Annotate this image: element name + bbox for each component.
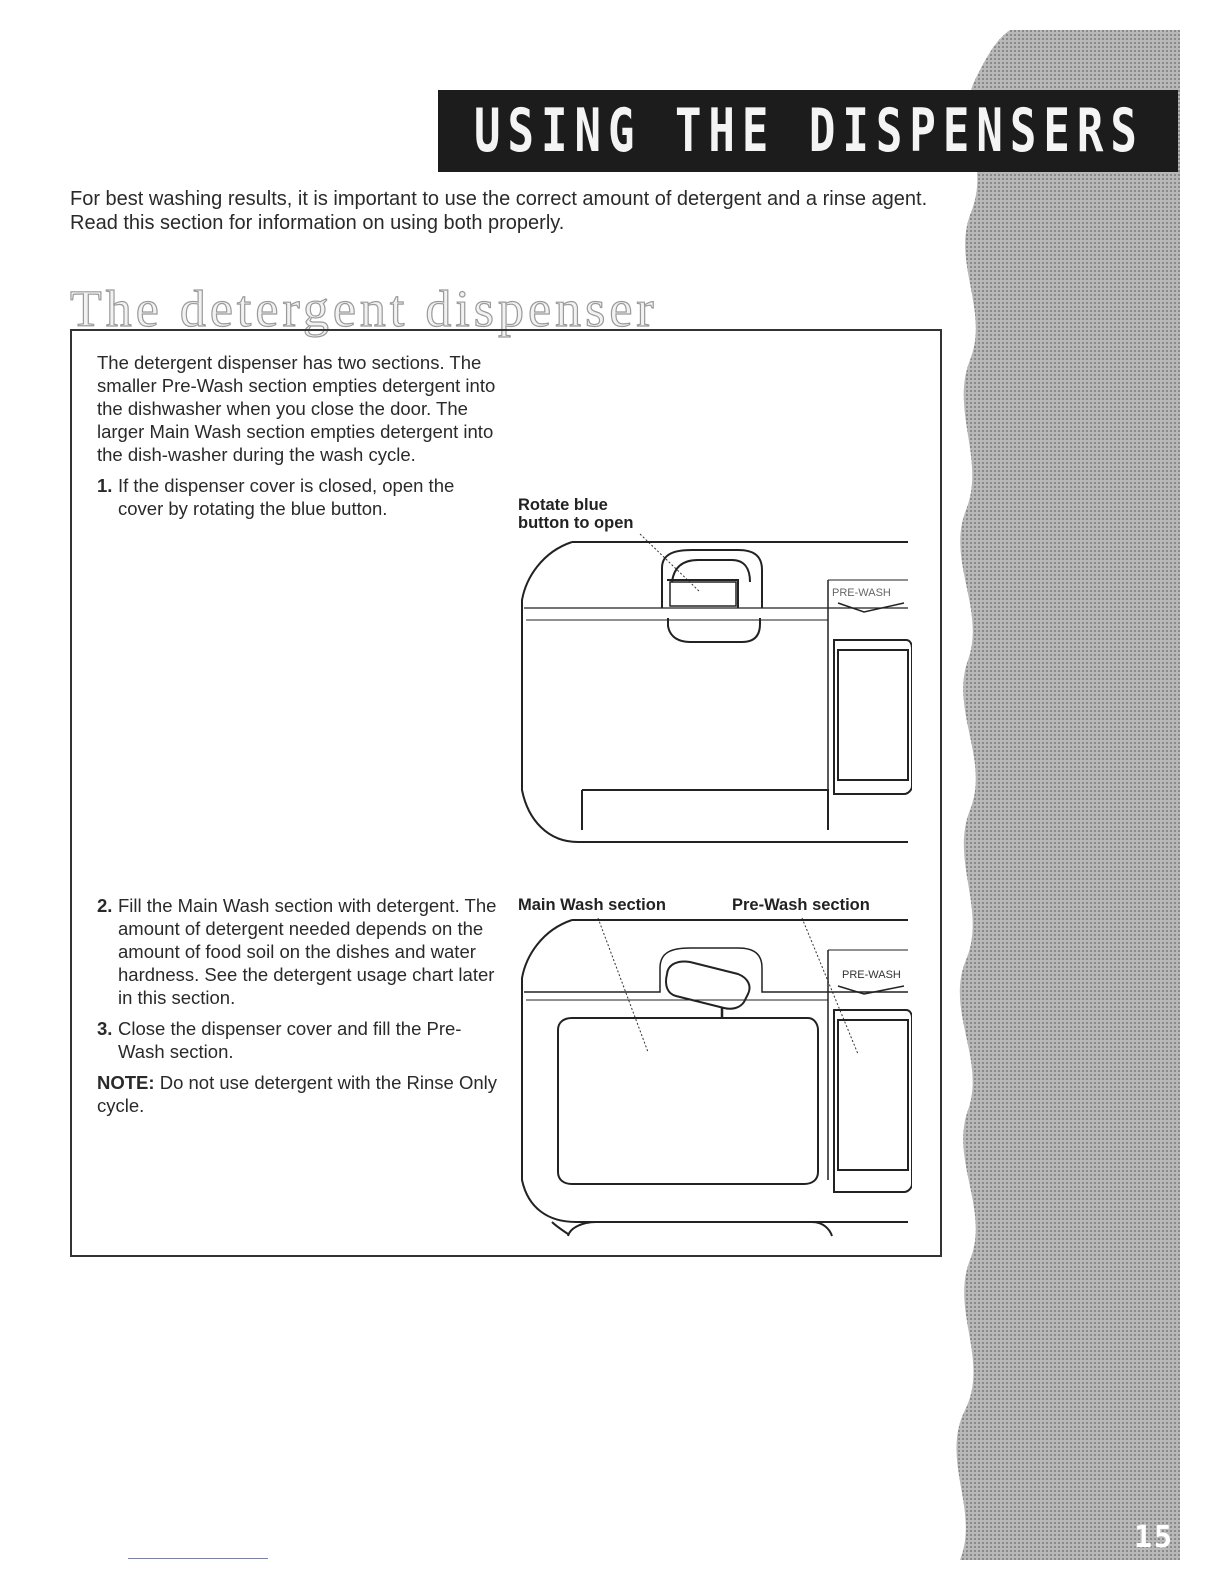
page-title: USING THE DISPENSERS bbox=[474, 96, 1144, 166]
text-column-bottom bbox=[97, 894, 497, 1125]
step-text: Fill the Main Wash section with detergent. The amount of detergent needed depends on the amount of food soil on the dishes and water hardness. See the detergent usage chart later in this section. bbox=[118, 895, 497, 1008]
step-item bbox=[97, 474, 497, 520]
figure1-panel-text: PRE-WASH bbox=[832, 587, 891, 599]
step-item bbox=[97, 1017, 497, 1063]
dispenser-open-figure bbox=[512, 890, 912, 1250]
figure2-label-pre: Pre-Wash section bbox=[732, 896, 870, 914]
section-heading: The detergent dispenser bbox=[70, 281, 658, 338]
side-decorative-band bbox=[950, 30, 1180, 1560]
step-item bbox=[97, 894, 497, 1009]
step-number: 3. bbox=[97, 1018, 113, 1039]
note bbox=[97, 1071, 497, 1117]
figure1-label-line1: Rotate blue bbox=[518, 496, 608, 514]
step-number: 1. bbox=[97, 475, 113, 496]
note-text: Do not use detergent with the Rinse Only cycle. bbox=[97, 1072, 498, 1116]
figure2-panel-text: PRE-WASH bbox=[842, 969, 901, 981]
footer-divider bbox=[128, 1558, 268, 1559]
note-label: NOTE: bbox=[97, 1072, 155, 1093]
page-title-banner bbox=[438, 90, 1178, 172]
step-text: If the dispenser cover is closed, open the cover by rotating the blue button. bbox=[118, 475, 455, 519]
intro-paragraph: For best washing results, it is important to use the correct amount of detergent and a rinse agent. Read this section for information on using both properly. bbox=[70, 188, 928, 234]
step-text: Close the dispenser cover and fill the Pre-Wash section. bbox=[118, 1018, 462, 1062]
step-number: 2. bbox=[97, 895, 113, 916]
blue-button bbox=[670, 582, 736, 606]
page-number: 15 bbox=[1134, 1520, 1175, 1555]
dispenser-closed-figure bbox=[512, 490, 912, 850]
text-column-top bbox=[97, 351, 497, 528]
figure2-label-main: Main Wash section bbox=[518, 896, 666, 914]
figure1-label-line2: button to open bbox=[518, 514, 634, 532]
section-description: The detergent dispenser has two sections. The smaller Pre-Wash section empties detergent into the dishwasher when you close the door. The larger Main Wash section empties detergent into the dish-washer during the wash cycle. bbox=[97, 352, 496, 465]
